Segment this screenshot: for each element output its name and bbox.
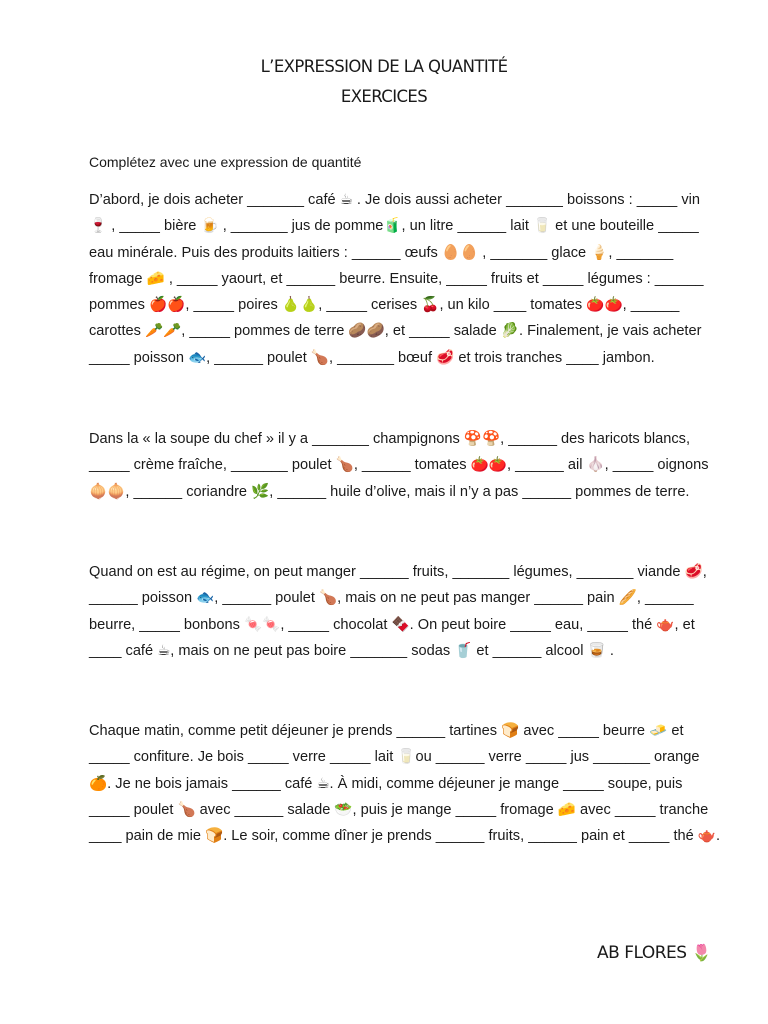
exercise-paragraph-3: Quand on est au régime, on peut manger ______ fruits, _______ légumes, _______ viande 🥩, ______ poisson 🐟, ______ poulet 🍗, mais on ne peut pas manger ______ pain 🥖, ______ beurre, _____ bonbons 🍬🍬, _____ chocolat 🍫. On peut boire _____ eau, _____ thé 🫖, et ____ café ☕, mais on ne peut pas boire _______ sodas 🥤 et ______ alcool 🥃 . [89, 564, 707, 659]
exercise-paragraph-2: Dans la « la soupe du chef » il y a _______ champignons 🍄🍄, ______ des haricots blancs, _____ crème fraîche, _______ poulet 🍗, ______ tomates 🍅🍅, ______ ail 🧄, _____ oignons 🧅🧅, ______ coriandre 🌿, ______ huile d’olive, mais il n’y a pas ______ pommes de terre. [89, 431, 709, 500]
tulip-icon: 🌷 [691, 943, 711, 962]
exercise-paragraph-4: Chaque matin, comme petit déjeuner je prends ______ tartines 🍞 avec _____ beurre 🧈 et _____ confiture. Je bois _____ verre _____ lait 🥛ou ______ verre _____ jus _______ orange 🍊. Je ne bois jamais ______ café ☕. À midi, comme déjeuner je mange _____ soupe, puis _____ poulet 🍗 avec ______ salade 🥗, puis je mange _____ fromage 🧀 avec _____ tranche ____ pain de mie 🍞. Le soir, comme dîner je prends ______ fruits, ______ pain et _____ thé 🫖. [89, 723, 721, 845]
instruction-text: Complétez avec une expression de quantité [89, 154, 362, 170]
exercise-paragraph-1: D’abord, je dois acheter _______ café ☕ . Je dois aussi acheter _______ boissons : _____ vin 🍷 , _____ bière 🍺 , _______ jus de pomme🧃, un litre ______ lait 🥛 et une bouteille _____ eau minérale. Puis des produits laitiers : ______ œufs 🥚🥚 , _______ glace 🍦, _______ fromage 🧀 , _____ yaourt, et ______ beurre. Ensuite, _____ fruits et _____ légumes : ______ pommes 🍎🍎, _____ poires 🍐🍐, _____ cerises 🍒, un kilo ____ tomates 🍅🍅, ______ carottes 🥕🥕, _____ pommes de terre 🥔🥔, et _____ salade 🥬. Finalement, je vais acheter _____ poisson 🐟, ______ poulet 🍗, _______ bœuf 🥩 et trois tranches ____ jambon. [89, 192, 704, 366]
title-line-1: L’EXPRESSION DE LA QUANTITÉ [260, 57, 508, 76]
title-line-2: EXERCICES [340, 87, 428, 106]
signature-text: AB FLORES [597, 943, 687, 963]
author-signature [597, 943, 711, 963]
